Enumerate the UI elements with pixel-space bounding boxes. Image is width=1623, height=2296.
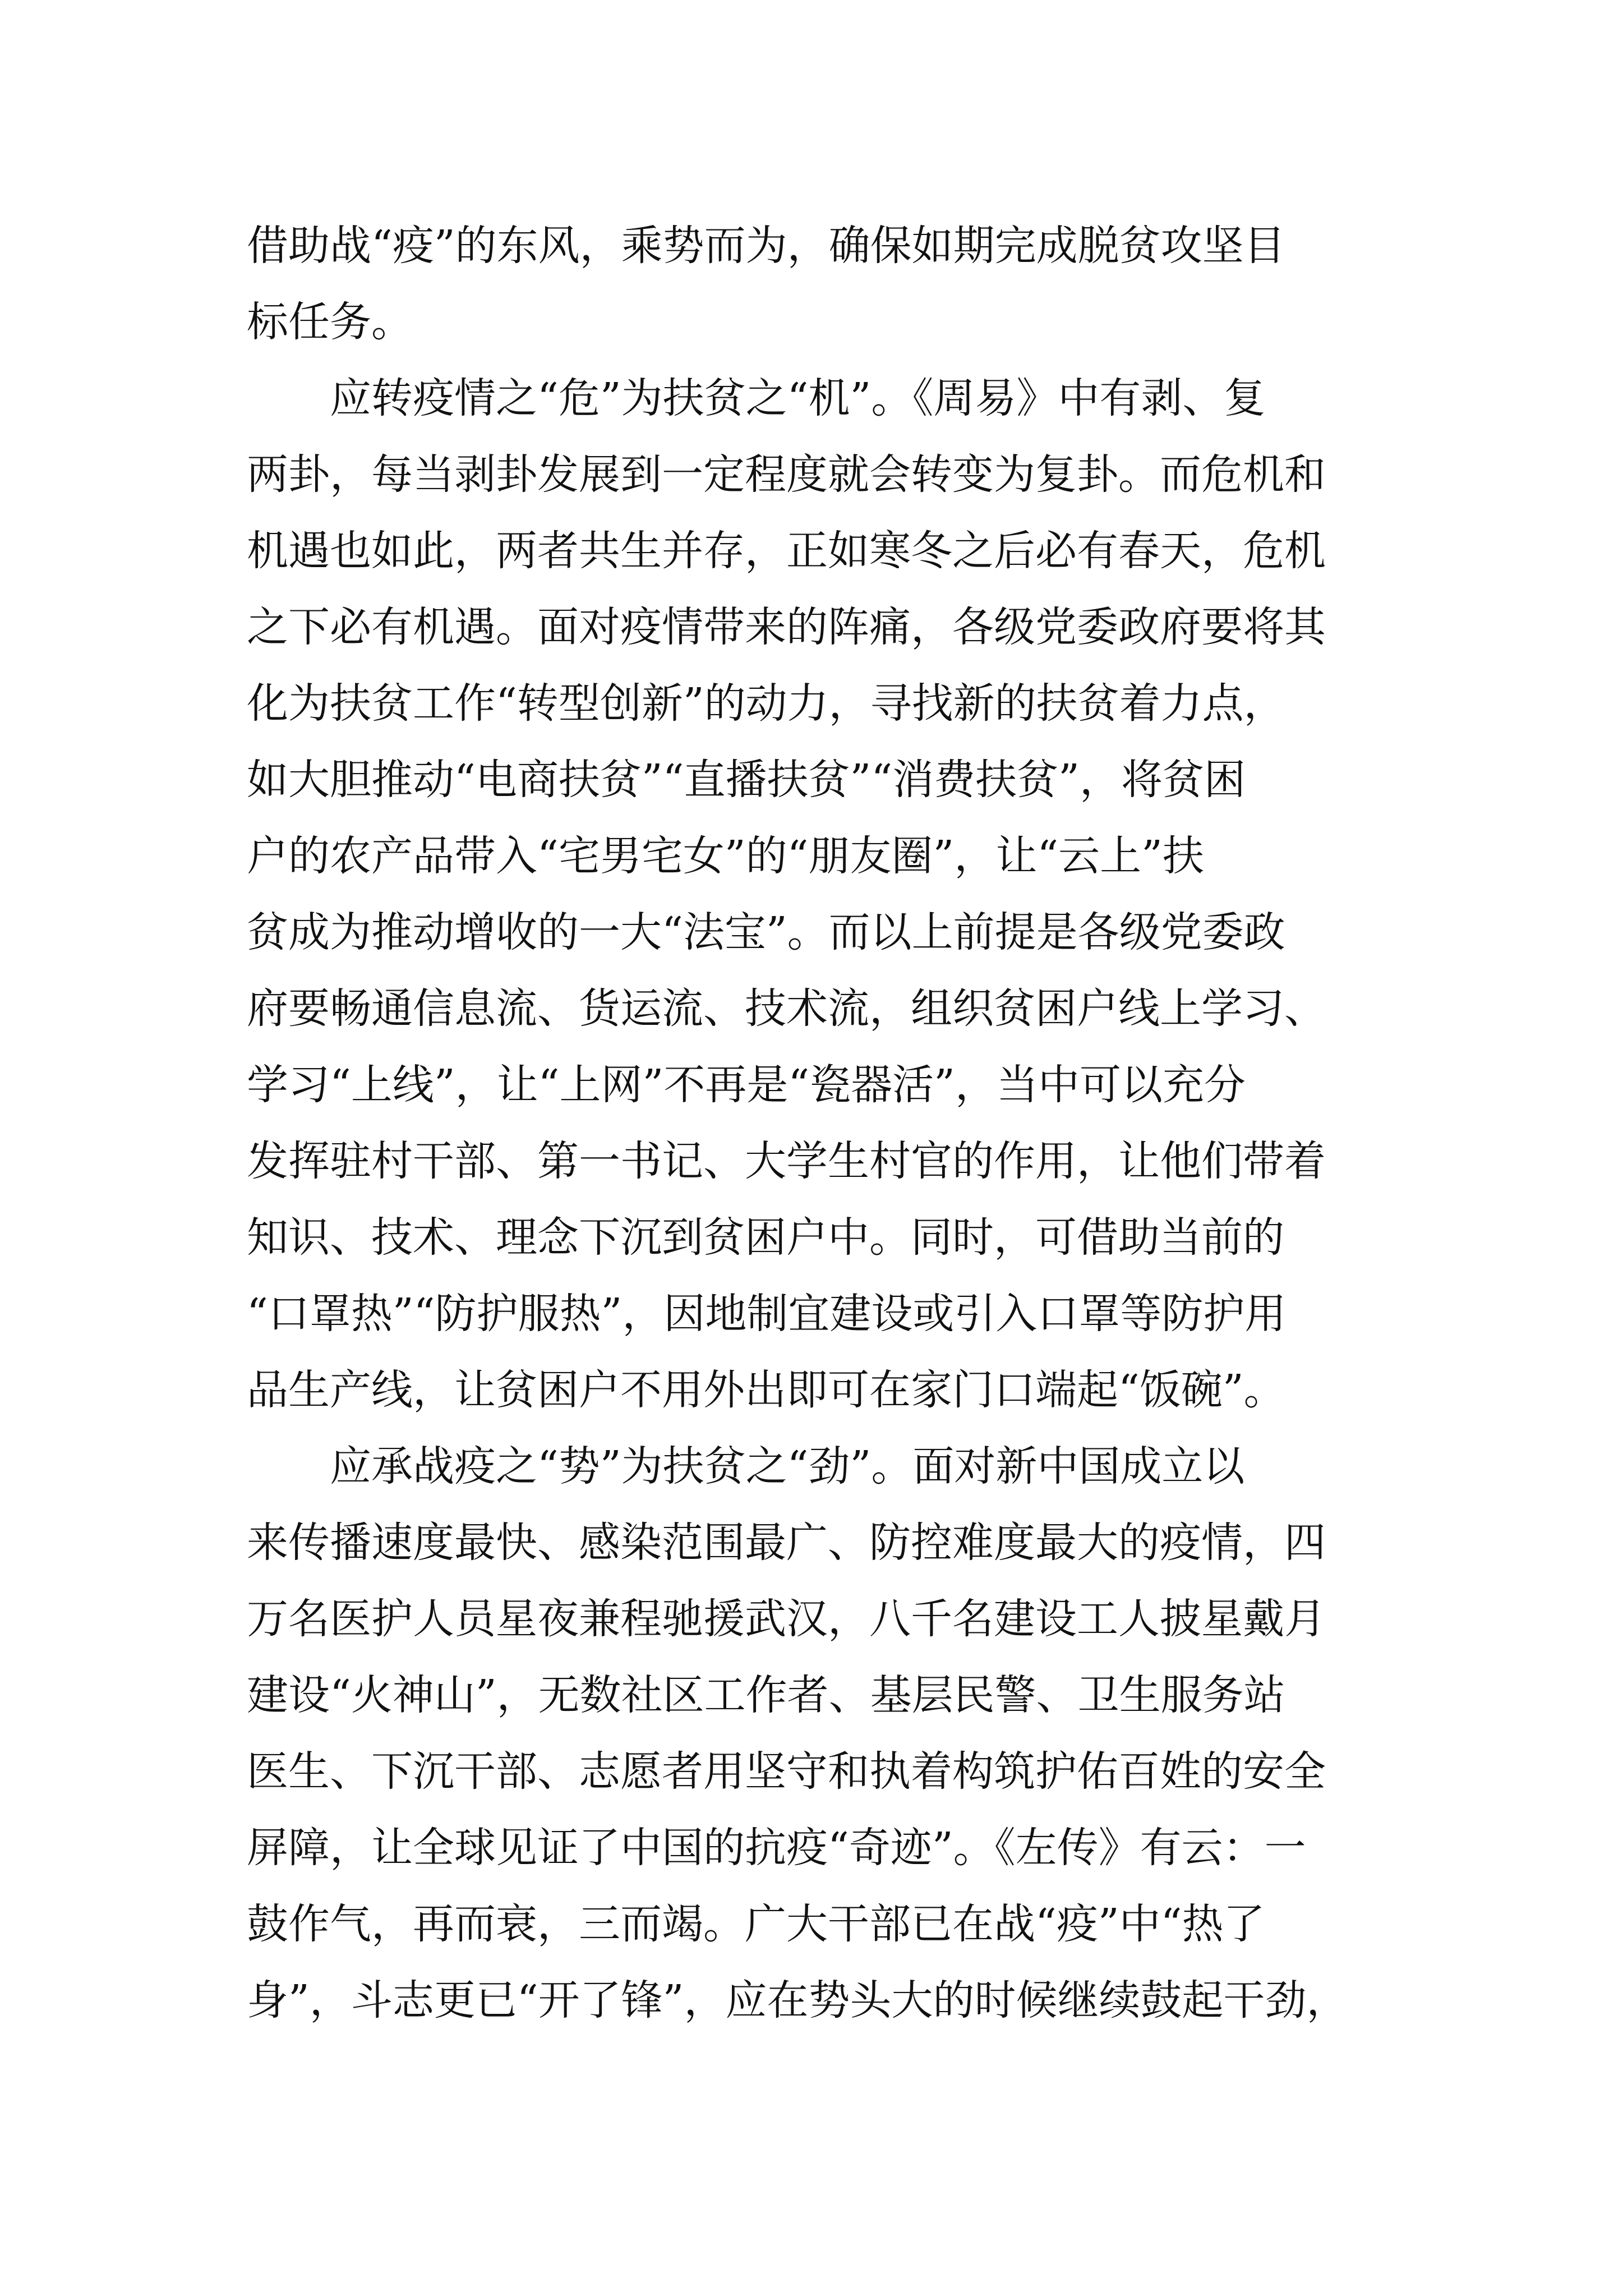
body-text xyxy=(247,208,1374,2039)
text-line: 身”，斗志更已“开了锋”，应在势头大的时候继续鼓起干劲， xyxy=(247,1976,1348,2024)
text-line: 贫成为推动增收的一大“法宝”。而以上前提是各级党委政 xyxy=(247,908,1285,956)
text-line: 两卦，每当剥卦发展到一定程度就会转变为复卦。而危机和 xyxy=(247,450,1326,499)
text-line: 品生产线，让贫困户不用外出即可在家门口端起“饭碗”。 xyxy=(247,1366,1285,1414)
paragraph-start-line: 应承战疫之“势”为扶贫之“劲”。面对新中国成立以 xyxy=(247,1442,1245,1490)
text-line: 户的农产品带入“宅男宅女”的“朋友圈”，让“云上”扶 xyxy=(247,832,1204,880)
text-line: 机遇也如此，两者共生并存，正如寒冬之后必有春天，危机 xyxy=(247,527,1326,575)
text-line: 府要畅通信息流、货运流、技术流，组织贫困户线上学习、 xyxy=(247,984,1326,1033)
text-line: 屏障，让全球见证了中国的抗疫“奇迹”。《左传》有云：一 xyxy=(247,1824,1306,1872)
text-line: 如大胆推动“电商扶贫”“直播扶贫”“消费扶贫”，将贫困 xyxy=(247,756,1246,804)
text-line: 化为扶贫工作“转型创新”的动力，寻找新的扶贫着力点， xyxy=(247,679,1285,728)
text-line: 医生、下沉干部、志愿者用坚守和执着构筑护佑百姓的安全 xyxy=(247,1747,1326,1796)
text-line: 建设“火神山”，无数社区工作者、基层民警、卫生服务站 xyxy=(247,1671,1285,1719)
paragraph-start-line: 应转疫情之“危”为扶贫之“机”。《周易》中有剥、复 xyxy=(247,374,1266,422)
text-line: 借助战“疫”的东风，乘势而为，确保如期完成脱贫攻坚目 xyxy=(247,222,1285,270)
text-line: “口罩热”“防护服热”，因地制宜建设或引入口罩等防护用 xyxy=(247,1290,1287,1338)
text-line: 之下必有机遇。面对疫情带来的阵痛，各级党委政府要将其 xyxy=(247,603,1326,651)
text-line: 发挥驻村干部、第一书记、大学生村官的作用，让他们带着 xyxy=(247,1137,1326,1185)
text-line: 鼓作气，再而衰，三而竭。广大干部已在战“疫”中“热了 xyxy=(247,1900,1265,1948)
text-line: 标任务。 xyxy=(247,298,413,346)
text-line: 万名医护人员星夜兼程驰援武汉，八千名建设工人披星戴月 xyxy=(247,1595,1326,1643)
text-line: 来传播速度最快、感染范围最广、防控难度最大的疫情，四 xyxy=(247,1519,1326,1567)
text-line: 学习“上线”，让“上网”不再是“瓷器活”，当中可以充分 xyxy=(247,1061,1246,1109)
text-line: 知识、技术、理念下沉到贫困户中。同时，可借助当前的 xyxy=(247,1213,1284,1262)
